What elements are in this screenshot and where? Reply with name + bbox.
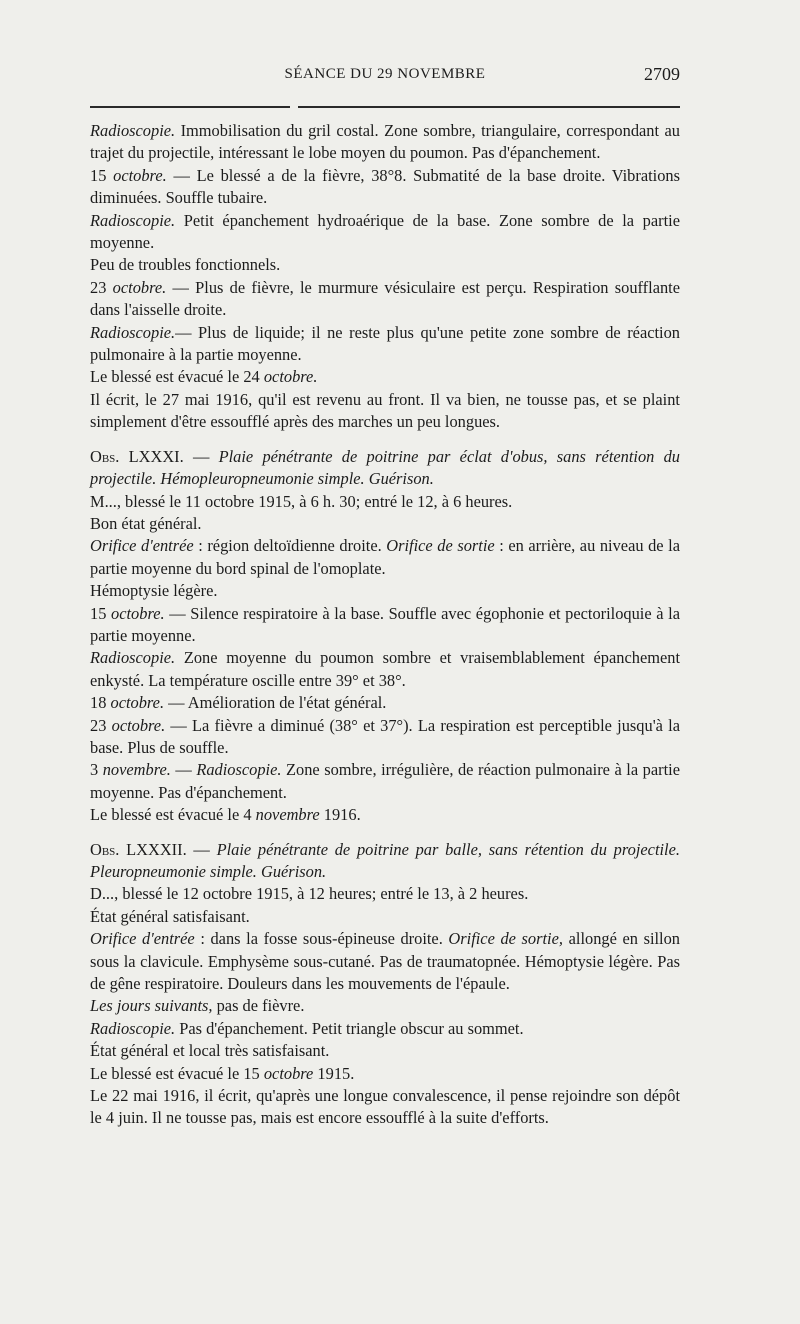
paragraph-p19 (90, 804, 680, 826)
text-segment: octobre. (113, 165, 167, 185)
text-segment: Le 22 mai 1916, il écrit, qu'après une longue convalescence, il pense rejoindre son dépôt le 4 juin. Il ne tousse pas, mais est encore essoufflé à la suite d'efforts. (90, 1086, 680, 1128)
text-segment: octobre. (263, 367, 318, 387)
text-segment: — (183, 446, 219, 466)
paragraph-p26 (90, 1040, 680, 1062)
paragraph-p12 (90, 535, 680, 580)
paragraph-p28 (90, 1085, 680, 1130)
text-segment: — (186, 839, 217, 859)
text-segment: Radioscopie. (196, 760, 282, 780)
text-segment: 15 (90, 603, 112, 623)
text-segment: octobre. (110, 693, 165, 713)
text-segment: État général satisfaisant. (90, 906, 250, 926)
text-segment: Radioscopie. (90, 210, 176, 230)
paragraph-p1 (90, 120, 680, 165)
text-segment: Radioscopie. (90, 322, 176, 342)
header-rule-right (298, 106, 680, 108)
header-rule-left (90, 106, 290, 108)
paragraph-p10 (90, 491, 680, 513)
paragraph-p11 (90, 513, 680, 535)
text-segment: — Silence respiratoire à la base. Souffle avec égophonie et pectoriloquie à la partie moyenne. (90, 603, 680, 645)
paragraph-p23 (90, 928, 680, 995)
text-segment: octobre (263, 1063, 314, 1083)
text-segment: : région deltoïdienne droite. (193, 536, 387, 556)
text-segment: Il écrit, le 27 mai 1916, qu'il est revenu au front. Il va bien, ne tousse pas, et se plaint simplement d'être essoufflé après des marches un peu longues. (90, 389, 680, 432)
text-segment: 15 (90, 165, 114, 185)
paragraph-p25 (90, 1018, 680, 1040)
text-segment: 23 (90, 715, 112, 735)
paragraph-p7 (90, 366, 680, 388)
paragraph-p5 (90, 277, 680, 322)
text-segment: — Amélioration de l'état général. (164, 693, 387, 713)
text-segment: allongé en sillon sous la clavicule. Emphysème sous-cutané. Pas de traumatopnée. Hémoptysie légère. Pas de gêne respiratoire. Douleurs dans les mouvements de l'épaule. (90, 929, 680, 994)
paragraph-p9 (90, 446, 680, 491)
paragraph-p2 (90, 165, 680, 210)
text-segment: Le blessé est évacué le 15 (90, 1063, 264, 1083)
text-segment: octobre. (111, 715, 166, 735)
text-segment: Zone moyenne du poumon sombre et vraisemblablement épanchement enkysté. La température oscille entre 39° et 38°. (90, 648, 680, 690)
paragraph-p3 (90, 210, 680, 255)
text-segment: Obs. LXXXI. (90, 446, 184, 466)
text-segment: Immobilisation du gril costal. Zone sombre, triangulaire, correspondant au trajet du projectile, intéressant le lobe moyen du poumon. Pas d'épanchement. (90, 121, 680, 163)
text-segment: 23 (90, 277, 113, 297)
text-segment: novembre. (102, 760, 171, 780)
text-segment: Pas d'épanchement. Petit triangle obscur au sommet. (175, 1018, 524, 1038)
text-segment: Radioscopie. (90, 648, 176, 668)
text-segment: Hémoptysie légère. (90, 581, 218, 601)
text-segment: — (170, 760, 197, 780)
paragraph-p4 (90, 254, 680, 276)
text-segment: Orifice d'entrée (90, 929, 195, 949)
paragraph-p20 (90, 839, 680, 884)
text-segment: Petit épanchement hydroaérique de la base. Zone sombre de la partie moyenne. (90, 210, 680, 253)
body-text (90, 120, 680, 1130)
running-title: SÉANCE DU 29 NOVEMBRE (284, 66, 486, 82)
text-segment: M..., blessé le 11 octobre 1915, à 6 h. 30; entré le 12, à 6 heures. (90, 491, 513, 511)
text-segment: Orifice de sortie (386, 536, 495, 556)
text-segment: Peu de troubles fonctionnels. (90, 255, 281, 275)
text-segment: pas de fièvre. (212, 996, 305, 1016)
paragraph-p6 (90, 322, 680, 367)
text-segment: 3 (90, 760, 103, 780)
text-segment: Le blessé est évacué le 4 (90, 805, 256, 825)
text-segment: Obs. LXXXII. (90, 839, 187, 859)
text-segment: octobre. (111, 603, 165, 623)
text-segment: Les jours suivants, (90, 996, 213, 1016)
text-segment: novembre (255, 805, 320, 825)
paragraph-p22 (90, 906, 680, 928)
paragraph-p16 (90, 692, 680, 714)
text-segment: 18 (90, 693, 111, 713)
text-segment: Bon état général. (90, 513, 202, 533)
text-segment: Orifice de sortie, (448, 929, 563, 949)
text-segment: : en arrière, au niveau de la partie moyenne du bord spinal de l'omoplate. (90, 536, 680, 578)
text-segment: : dans la fosse sous-épineuse droite. (194, 929, 449, 949)
text-segment: Orifice d'entrée (90, 536, 194, 556)
text-segment: — Le blessé a de la fièvre, 38°8. Submatité de la base droite. Vibrations diminuées. Souffle tubaire. (90, 165, 680, 208)
text-segment: 1915. (313, 1063, 355, 1083)
text-segment: Le blessé est évacué le 24 (90, 367, 264, 387)
page-number: 2709 (644, 64, 680, 84)
text-segment: — La fièvre a diminué (38° et 37°). La respiration est perceptible jusqu'à la base. Plus de souffle. (90, 715, 680, 757)
paragraph-p14 (90, 603, 680, 648)
paragraph-p17 (90, 715, 680, 760)
text-segment: — Plus de fièvre, le murmure vésiculaire est perçu. Respiration soufflante dans l'aisselle droite. (90, 277, 680, 320)
text-segment: État général et local très satisfaisant. (90, 1041, 330, 1061)
paragraph-p21 (90, 883, 680, 905)
paragraph-p27 (90, 1063, 680, 1085)
text-segment: Plaie pénétrante de poitrine par balle, sans rétention du projectile. Pleuropneumonie simple. Guérison. (90, 839, 680, 881)
text-segment: Radioscopie. (90, 121, 176, 140)
text-segment: — Plus de liquide; il ne reste plus qu'une petite zone sombre de réaction pulmonaire à la partie moyenne. (90, 322, 680, 365)
running-header (90, 64, 680, 88)
text-segment: Zone sombre, irrégulière, de réaction pulmonaire à la partie moyenne. Pas d'épanchement. (90, 760, 680, 802)
text-segment: D..., blessé le 12 octobre 1915, à 12 heures; entré le 13, à 2 heures. (90, 884, 529, 904)
text-segment: Radioscopie. (90, 1018, 176, 1038)
paragraph-p13 (90, 580, 680, 602)
text-segment: Plaie pénétrante de poitrine par éclat d'obus, sans rétention du projectile. Hémopleuropneumonie simple. Guérison. (90, 446, 680, 489)
paragraph-p24 (90, 995, 680, 1017)
paragraph-p15 (90, 647, 680, 692)
paragraph-p18 (90, 759, 680, 804)
text-segment: 1916. (319, 805, 361, 825)
paragraph-p8 (90, 389, 680, 434)
text-segment: octobre. (112, 277, 167, 297)
